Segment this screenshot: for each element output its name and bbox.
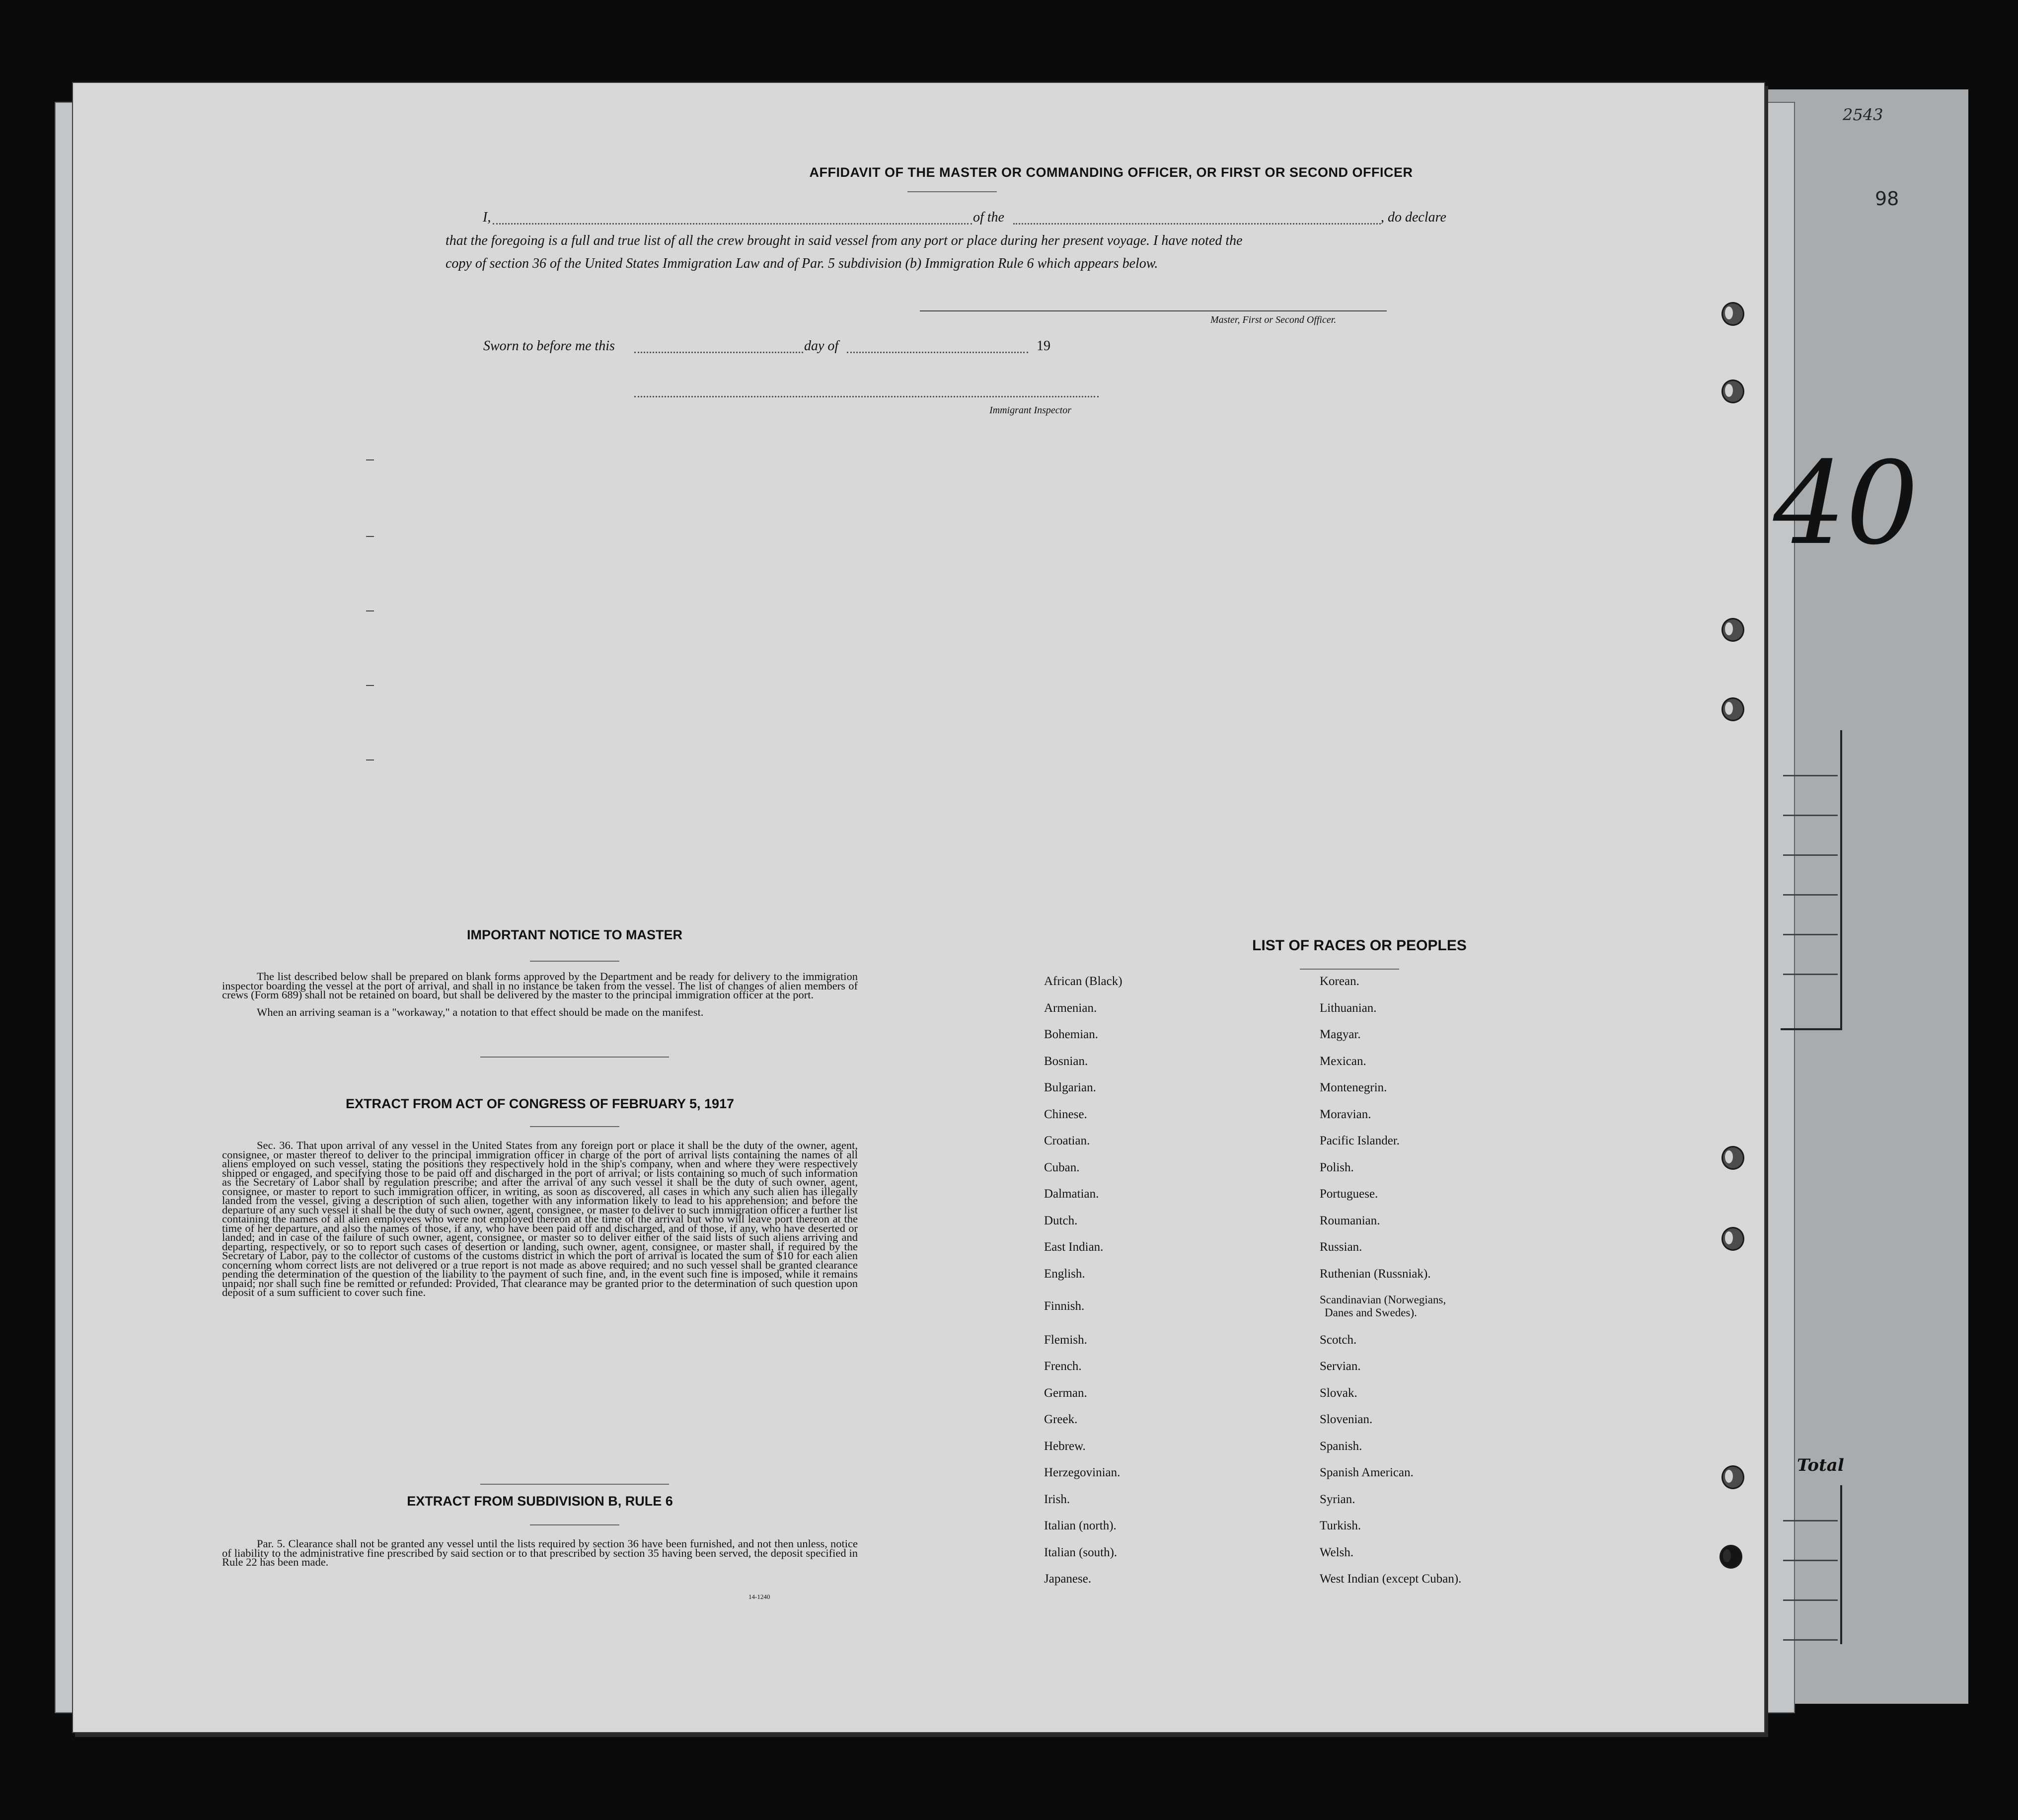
race-item: Lithuanian. (1320, 1001, 1377, 1015)
race-item: Japanese. (1044, 1572, 1092, 1586)
race-item: Italian (south). (1044, 1545, 1118, 1559)
margin-dash (366, 536, 374, 537)
inspector-signature-line[interactable] (634, 396, 1099, 397)
margin-dash (366, 610, 374, 611)
document-page (72, 82, 1765, 1733)
race-item: Montenegrin. (1320, 1081, 1387, 1094)
title-underline (907, 191, 997, 192)
margin-dash (366, 685, 374, 686)
race-item: Moravian. (1320, 1107, 1371, 1121)
handwritten-number: 2543 (1843, 105, 1883, 124)
race-item: Bosnian. (1044, 1054, 1088, 1068)
race-item: Spanish. (1320, 1439, 1362, 1453)
race-item: Slovenian. (1320, 1413, 1373, 1426)
race-item: Bulgarian. (1044, 1081, 1096, 1094)
ledger-line (1783, 894, 1838, 896)
divider (480, 1484, 669, 1485)
ledger-line (1783, 854, 1838, 856)
race-item: Hebrew. (1044, 1439, 1086, 1453)
divider (480, 1057, 669, 1058)
extract-act-underline (530, 1126, 619, 1127)
race-item: Magyar. (1320, 1028, 1361, 1041)
races-title: LIST OF RACES OR PEOPLES (1252, 937, 1467, 954)
form-number: 14-1240 (748, 1593, 770, 1600)
race-item: Turkish. (1320, 1519, 1361, 1532)
race-item: Scandinavian (Norwegians, (1320, 1293, 1446, 1306)
race-item: Russian. (1320, 1240, 1362, 1254)
race-item: Korean. (1320, 975, 1359, 988)
affidavit-of-the: of the (973, 210, 1004, 225)
race-item: Danes and Swedes). (1325, 1306, 1417, 1319)
name-blank[interactable] (493, 223, 972, 225)
race-item: Dutch. (1044, 1213, 1078, 1227)
binder-hole (1721, 1146, 1744, 1170)
race-item: Mexican. (1320, 1054, 1366, 1068)
affidavit-line-2: that the foregoing is a full and true list of all the crew brought in said vessel from any port or place during her present voyage. I have noted the (446, 233, 1243, 248)
race-item: Spanish American. (1320, 1466, 1414, 1479)
total-label: Total (1797, 1455, 1844, 1475)
margin-dash (366, 759, 374, 760)
race-item: Servian. (1320, 1360, 1361, 1373)
race-item: Polish. (1320, 1160, 1354, 1174)
ledger-line (1783, 1639, 1838, 1641)
race-item: Slovak. (1320, 1386, 1357, 1400)
sworn-month-blank[interactable] (847, 352, 1028, 353)
race-item: Greek. (1044, 1413, 1078, 1426)
race-item: Flemish. (1044, 1333, 1087, 1347)
master-caption: Master, First or Second Officer. (1210, 314, 1337, 325)
handwritten-large-mark: 40 (1773, 438, 1919, 570)
sworn-year: 19 (1037, 338, 1050, 354)
affidavit-i: I, (483, 210, 491, 225)
ledger-line (1783, 815, 1838, 816)
ledger-line (1783, 775, 1838, 776)
race-item: Chinese. (1044, 1107, 1087, 1121)
race-item: Italian (north). (1044, 1519, 1117, 1532)
race-item: West Indian (except Cuban). (1320, 1572, 1462, 1586)
binder-hole (1721, 379, 1744, 403)
binder-hole (1721, 1227, 1744, 1251)
binder-hole (1721, 618, 1744, 642)
sworn-day-of: day of (804, 338, 839, 354)
affidavit-declare: , do declare (1381, 210, 1446, 225)
binder-hole (1721, 697, 1744, 721)
race-item: Syrian. (1320, 1492, 1355, 1506)
extract-act-title: EXTRACT FROM ACT OF CONGRESS OF FEBRUARY 5, 1917 (345, 1096, 735, 1111)
race-item: Cuban. (1044, 1160, 1080, 1174)
race-item: Pacific Islander. (1320, 1134, 1400, 1147)
race-item: English. (1044, 1267, 1085, 1281)
race-item: Finnish. (1044, 1299, 1085, 1313)
race-item: German. (1044, 1386, 1087, 1400)
extract-rule-title: EXTRACT FROM SUBDIVISION B, RULE 6 (407, 1494, 673, 1509)
binder-hole (1721, 302, 1744, 326)
extract-rule-text: Par. 5. Clearance shall not be granted any vessel until the lists required by section 36 have been furnished, and not then unless, notice of liability to the administrative fine prescribed by said section or to that prescribed by section 35 having been served, the deposit specified in Rule 22 has been made. (222, 1537, 858, 1568)
binder-hole (1721, 1465, 1744, 1489)
ledger-line (1783, 974, 1838, 975)
race-item: Armenian. (1044, 1001, 1097, 1015)
race-item: Ruthenian (Russniak). (1320, 1267, 1431, 1281)
race-item: East Indian. (1044, 1240, 1104, 1254)
notice-paragraph-1: The list described below shall be prepared on blank forms approved by the Department and be ready for delivery to the immigration inspector boarding the vessel at the port of arrival, and shall in no instance be taken from the vessel. The list of changes of alien members of crews (Form 689) shall not be retained on board, but shall be delivered by the master to the principal immigration officer at the port. (222, 970, 858, 1001)
extract-rule-underline (530, 1524, 619, 1525)
master-signature-line[interactable] (920, 310, 1387, 311)
race-item: Scotch. (1320, 1333, 1357, 1347)
ledger-line (1783, 934, 1838, 935)
page-number: 98 (1875, 188, 1899, 210)
affidavit-line-3: copy of section 36 of the United States Immigration Law and of Par. 5 subdivision (b) Immigration Rule 6 which appears below. (446, 256, 1158, 271)
race-item: Croatian. (1044, 1134, 1090, 1147)
binder-hole (1719, 1545, 1742, 1569)
race-item: Herzegovinian. (1044, 1466, 1121, 1479)
ledger-box (1781, 1485, 1842, 1644)
affidavit-title: AFFIDAVIT OF THE MASTER OR COMMANDING OFFICER, OR FIRST OR SECOND OFFICER (809, 165, 1413, 180)
race-item: Welsh. (1320, 1545, 1354, 1559)
ledger-line (1783, 1520, 1838, 1521)
races-underline (1300, 969, 1399, 970)
inspector-caption: Immigrant Inspector (989, 405, 1071, 416)
ledger-line (1783, 1560, 1838, 1561)
margin-dash (366, 459, 374, 460)
race-item: Bohemian. (1044, 1028, 1099, 1041)
notice-underline (530, 961, 619, 962)
ledger-line (1783, 1599, 1838, 1601)
race-item: Dalmatian. (1044, 1187, 1099, 1201)
notice-paragraph-2: When an arriving seaman is a "workaway," a notation to that effect should be made on the manifest. (257, 1006, 704, 1018)
race-item: French. (1044, 1360, 1082, 1373)
extract-act-text: Sec. 36. That upon arrival of any vessel in the United States from any foreign port or place it shall be the duty of the owner, agent, consignee, or master thereof to deliver to the principal immigration officer in charge of the port of arrival lists containing the names of all aliens employed on such vessel, stating the positions they respectively hold in the ship's company, when and where they were respectively shipped or engaged, and specifying those to be paid off and discharged in the port of arrival; or lists containing so much of such information as the Secretary of Labor shall by regulation prescribe; and after the arrival of any such vessel it shall be the duty of such owner, agent, consignee, or master to report to such immigration officer, in writing, as soon as discovered, all cases in which any such alien has illegally landed from the vessel, giving a description of such alien, together with any information likely to lead to his apprehension; and before the departure of any such vessel it shall be the duty of such owner, agent, consignee, or master to deliver to such immigration officer a further list containing the names of all alien employees who were not employed thereon at the time of the arrival but who will leave port thereon at the time of her departure, and also the names of those, if any, who have been paid off and discharged, and of those, if any, who have deserted or landed; and in case of the failure of such owner, agent, consignee, or master so to deliver either of the said lists of such aliens arriving and departing, respectively, or so to report such cases of desertion or landing, such owner, agent, consignee, or master shall, if required by the Secretary of Labor, pay to the collector of customs of the customs district in which the port of arrival is located the sum of $10 for each alien concerning whom correct lists are not delivered or a true report is not made as above required; and no such vessel shall be granted clearance pending the determination of the question of the liability to the payment of such fine, and, in the event such fine is imposed, while it remains unpaid; nor shall such fine be remitted or refunded: Provided, That clearance may be granted prior to the determination of such question upon deposit of a sum sufficient to cover such fine. (222, 1139, 858, 1298)
race-item: Roumanian. (1320, 1213, 1380, 1227)
race-item: Portuguese. (1320, 1187, 1378, 1201)
race-item: Irish. (1044, 1492, 1070, 1506)
vessel-blank[interactable] (1013, 223, 1381, 225)
notice-title: IMPORTANT NOTICE TO MASTER (467, 927, 682, 942)
sworn-prefix: Sworn to before me this (483, 338, 615, 354)
race-item: African (Black) (1044, 975, 1122, 988)
sworn-day-blank[interactable] (634, 352, 803, 353)
